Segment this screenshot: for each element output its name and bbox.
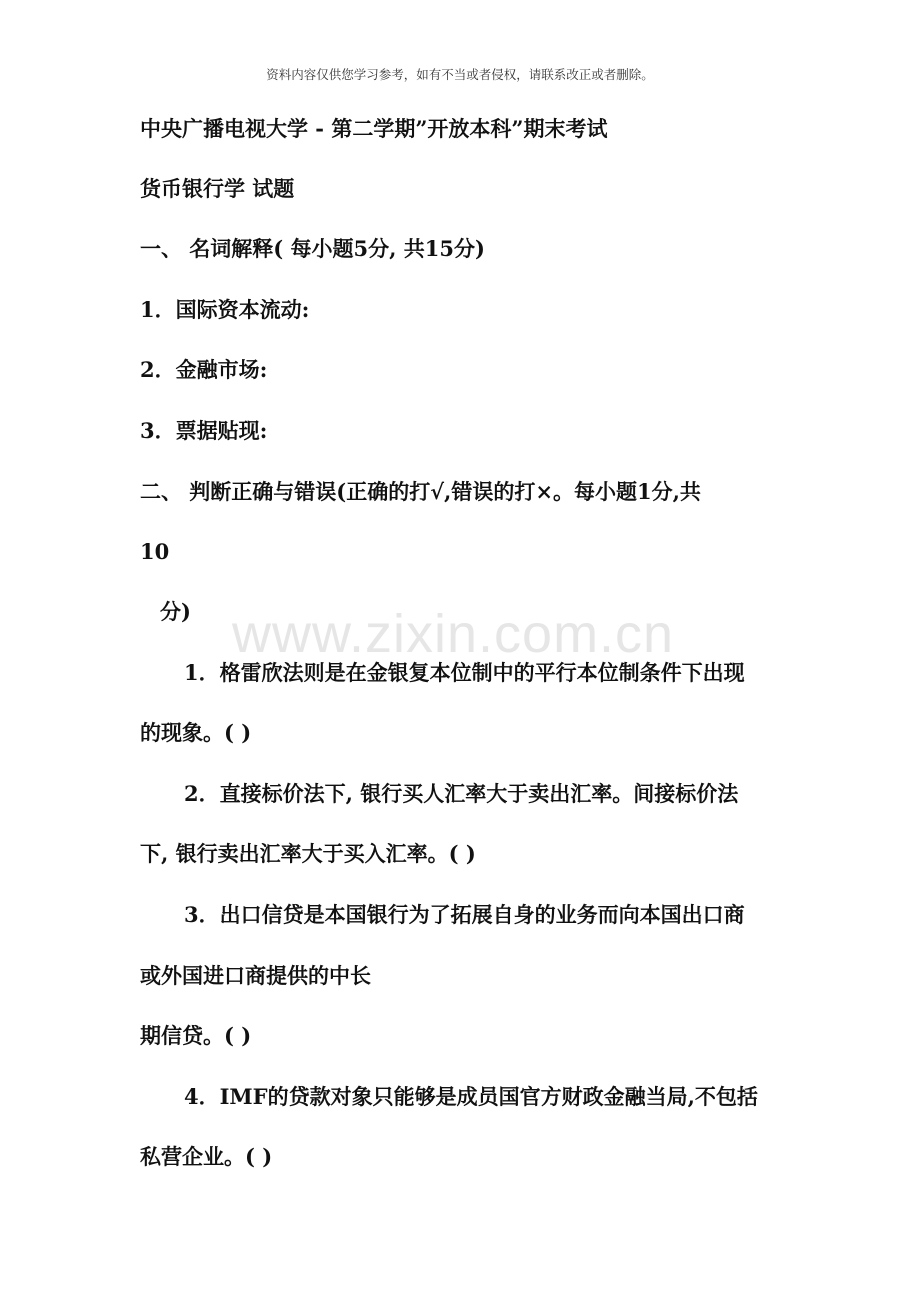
exam-title: 中央广播电视大学 - 第二学期”开放本科”期末考试 (140, 116, 608, 141)
section2-heading: 二、 判断正确与错误(正确的打√,错误的打×。每小题1分,共 (140, 479, 701, 504)
question-1-line2: 的现象。( ) (140, 720, 252, 745)
term-item: 3．票据贴现: (140, 418, 268, 443)
subject-title: 货币银行学 试题 (140, 176, 295, 201)
question-3-line2: 或外国进口商提供的中长 (140, 963, 371, 988)
question-2-line2: 下, 银行卖出汇率大于买入汇率。( ) (140, 841, 476, 866)
question-4-line1: 4．IMF的贷款对象只能够是成员国官方财政金融当局,不包括 (184, 1084, 758, 1109)
term-item: 2．金融市场: (140, 357, 268, 382)
section1-heading: 一、 名词解释( 每小题5分, 共15分) (140, 236, 485, 261)
question-1-line1: 1．格雷欣法则是在金银复本位制中的平行本位制条件下出现 (184, 660, 745, 685)
section2-heading-cont: 10 (140, 539, 170, 564)
section2-heading-end: 分) (160, 599, 191, 624)
question-2-line1: 2．直接标价法下, 银行买人汇率大于卖出汇率。间接标价法 (184, 781, 739, 806)
question-3-line3: 期信贷。( ) (140, 1023, 252, 1048)
copyright-notice: 资料内容仅供您学习参考，如有不当或者侵权，请联系改正或者删除。 (266, 67, 654, 82)
question-4-line2: 私营企业。( ) (140, 1144, 273, 1169)
term-item: 1．国际资本流动: (140, 297, 310, 322)
question-3-line1: 3．出口信贷是本国银行为了拓展自身的业务而向本国出口商 (184, 902, 745, 927)
watermark-text: www.zixin.com.cn (232, 604, 675, 664)
